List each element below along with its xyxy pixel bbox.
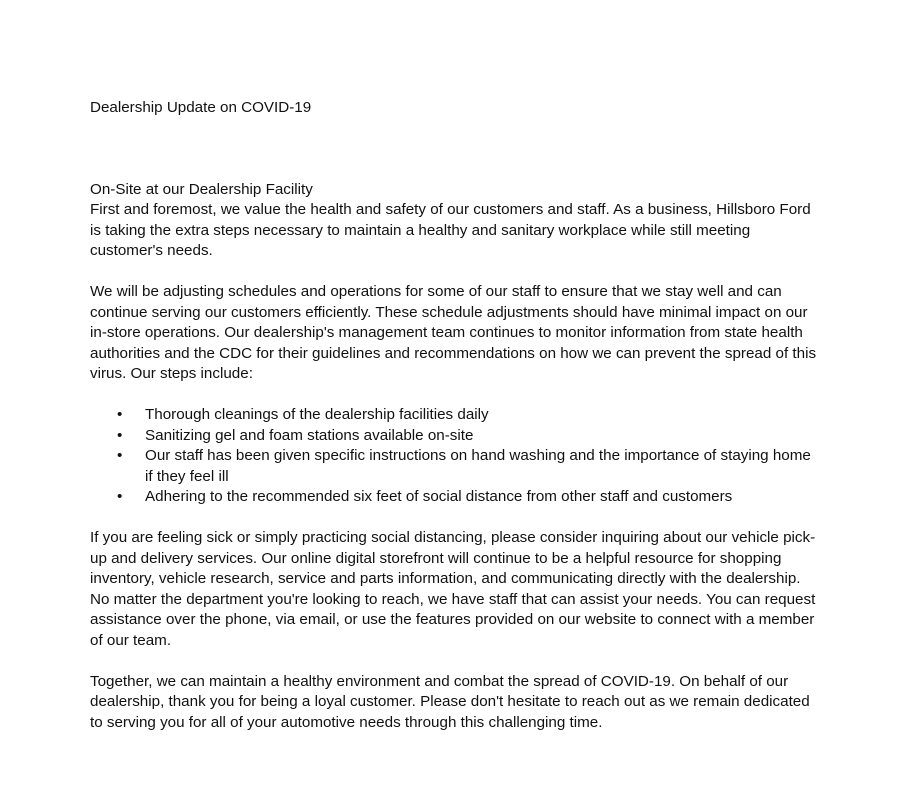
list-item-text: Thorough cleanings of the dealership facilities daily <box>145 406 489 423</box>
spacer <box>90 651 820 672</box>
spacer <box>90 262 820 283</box>
bullet-icon: • <box>117 447 123 464</box>
intro-paragraph: First and foremost, we value the health and safety of our customers and staff. As a business, Hillsboro Ford is taking the extra steps necessary to maintain a healthy and sanitary workplace while still meeting customer's needs. <box>90 201 811 259</box>
document <box>90 98 820 733</box>
page-title: Dealership Update on COVID-19 <box>90 99 312 116</box>
onsite-section <box>90 180 820 734</box>
list-item <box>90 405 820 426</box>
spacer <box>90 508 820 529</box>
closing-paragraph: Together, we can maintain a healthy environment and combat the spread of COVID-19. On behalf of our dealership, thank you for being a loyal customer. Please don't hesitate to reach out as we remain dedicated to serving you for all of your automotive needs through this challenging time. <box>90 672 810 731</box>
list-item-text: Our staff has been given specific instructions on hand washing and the importance of staying home if they feel ill <box>145 447 811 485</box>
list-item <box>90 446 820 487</box>
steps-list <box>90 405 820 508</box>
bullet-icon: • <box>117 426 123 444</box>
section-heading: On-Site at our Dealership Facility <box>90 180 313 198</box>
list-item-text: Sanitizing gel and foam stations available on-site <box>145 426 474 444</box>
bullet-icon: • <box>117 488 123 505</box>
spacer <box>90 385 820 406</box>
services-paragraph: If you are feeling sick or simply practicing social distancing, please consider inquiring about our vehicle pick-up and delivery services. Our online digital storefront will continue to be a helpful resource for shopping inventory, vehicle research, service and parts information, and communicating directly with the dealership. No matter the department you're looking to reach, we have staff that can assist your needs. You can request assistance over the phone, via email, or use the features provided on our website to connect with a member of our team. <box>90 529 816 649</box>
list-item-text: Adhering to the recommended six feet of social distance from other staff and customers <box>145 488 733 505</box>
schedules-paragraph: We will be adjusting schedules and operations for some of our staff to ensure that we stay well and can continue serving our customers efficiently. These schedule adjustments should have minimal impact on our in-store operations. Our dealership's management team continues to monitor information from state health authorities and the CDC for their guidelines and recommendations on how we can prevent the spread of this virus. Our steps include: <box>90 283 817 382</box>
list-item <box>90 426 820 447</box>
list-item <box>90 487 820 508</box>
bullet-icon: • <box>117 406 123 423</box>
